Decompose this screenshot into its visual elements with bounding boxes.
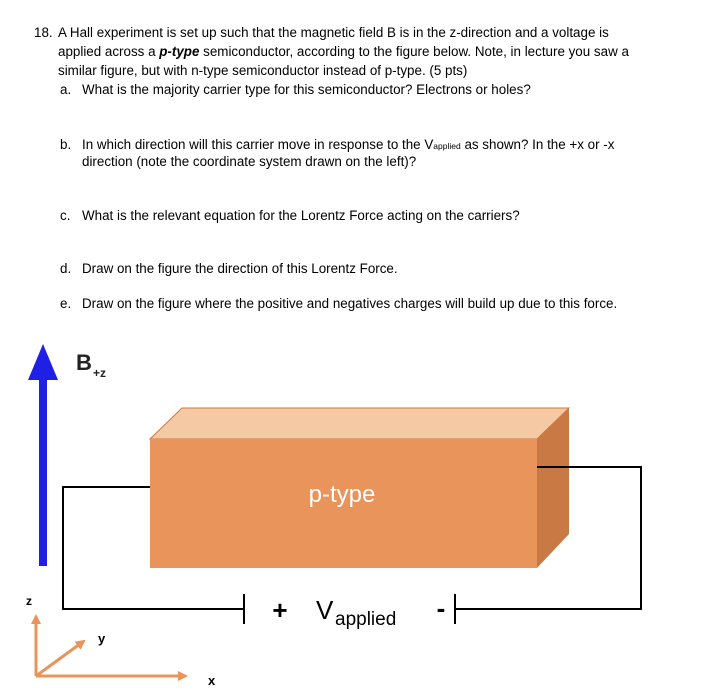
- magnetic-field-arrow: [28, 344, 58, 566]
- hall-effect-figure: [0, 330, 716, 698]
- coordinate-axes: [36, 616, 186, 676]
- part-a-text: What is the majority carrier type for this semiconductor? Electrons or holes?: [82, 82, 531, 97]
- part-e-letter: e.: [60, 296, 72, 311]
- voltage-label: V: [316, 595, 334, 625]
- question-number: 18.: [34, 25, 53, 40]
- minus-sign: -: [436, 593, 446, 623]
- part-e-text: Draw on the figure where the positive and negatives charges will build up due to this force.: [82, 296, 618, 311]
- part-b-text-start: In which direction will this carrier move in response to the V: [82, 137, 434, 152]
- block-label: p-type: [308, 481, 376, 508]
- question-emphasis-p-type: p-type: [159, 44, 200, 59]
- part-d-text: Draw on the figure the direction of this Lorentz Force.: [82, 261, 398, 276]
- x-axis-label: x: [208, 673, 216, 688]
- part-b-letter: b.: [60, 137, 72, 152]
- field-arrow-shaft: [39, 372, 47, 566]
- question-line-1: A Hall experiment is set up such that the magnetic field B is in the z-direction and a voltage is: [58, 25, 609, 40]
- question-line-2-end: semiconductor, according to the figure below. Note, in lecture you saw a: [199, 44, 629, 59]
- question-line-3: similar figure, but with n-type semiconductor instead of p-type. (5 pts): [58, 63, 468, 78]
- part-b-text-end: as shown? In the +x or -x: [460, 137, 615, 152]
- question-line-2-start: applied across a: [58, 44, 160, 59]
- part-b-line-2: direction (note the coordinate system drawn on the left)?: [82, 154, 417, 169]
- z-axis-label: z: [26, 594, 32, 608]
- part-d-letter: d.: [60, 261, 72, 276]
- part-a-letter: a.: [60, 82, 72, 97]
- y-axis-label: y: [98, 631, 106, 646]
- part-c-letter: c.: [60, 208, 71, 223]
- part-b-applied-subscript: applied: [433, 141, 461, 151]
- block-top-face: [150, 408, 569, 439]
- part-c-text: What is the relevant equation for the Lorentz Force acting on the carriers?: [82, 208, 520, 223]
- plus-sign: +: [272, 595, 288, 625]
- field-arrow-head: [28, 344, 58, 380]
- question-line-2: [58, 43, 629, 60]
- voltage-subscript: applied: [335, 609, 397, 630]
- field-label: B: [76, 350, 92, 375]
- y-axis: [36, 641, 84, 676]
- field-label-subscript: +z: [93, 366, 107, 380]
